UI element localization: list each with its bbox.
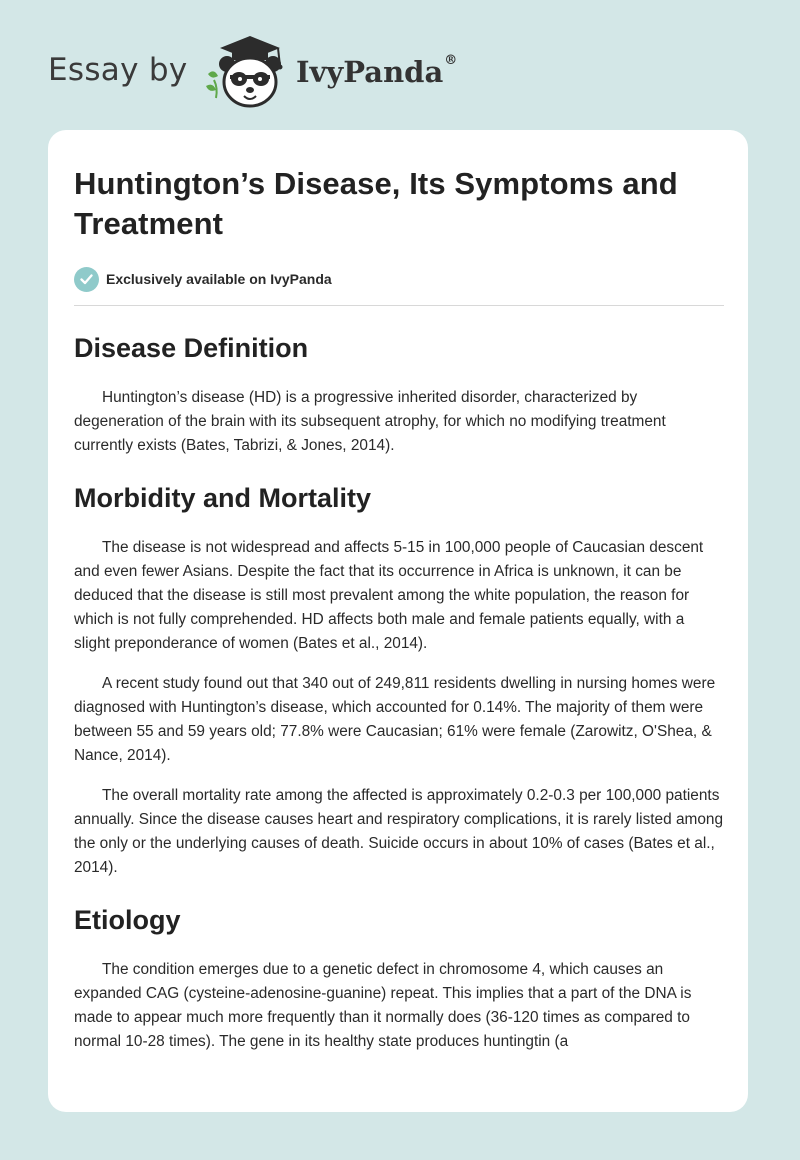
exclusive-label: Exclusively available on IvyPanda xyxy=(106,271,332,287)
check-circle-icon xyxy=(74,267,99,292)
article-content xyxy=(74,164,724,1054)
paragraph: The condition emerges due to a genetic defect in chromosome 4, which causes an expanded CAG (cysteine-adenosine-guanine) repeat. This implies that a part of the DNA is made to appear much more frequently than it normally does (36-120 times as compared to normal 10-28 times). The gene in its healthy state produces huntingtin (a xyxy=(74,961,692,1050)
exclusive-badge xyxy=(74,266,724,292)
section-heading-disease-definition: Disease Definition xyxy=(74,333,309,363)
article-card xyxy=(48,130,748,1112)
registered-mark: ® xyxy=(444,53,458,68)
paragraph: The overall mortality rate among the affected is approximately 0.2-0.3 per 100,000 patients annually. Since the disease causes heart and respiratory complications, it is rarely listed among the only or the underlying causes of death. Suicide occurs in about 10% of cases (Bates et al., 2014). xyxy=(74,787,724,876)
paragraph: Huntington’s disease (HD) is a progressive inherited disorder, characterized by degeneration of the brain with its subsequent atrophy, for which no modifying treatment currently exists (Bates, Tabrizi, & Jones, 2014). xyxy=(74,389,666,454)
site-header xyxy=(0,0,800,128)
section-heading-etiology: Etiology xyxy=(74,905,181,935)
article-title: Huntington’s Disease, Its Symptoms and Treatment xyxy=(74,166,678,241)
paragraph: The disease is not widespread and affects 5-15 in 100,000 people of Caucasian descent and even fewer Asians. Despite the fact that its occurrence in Africa is unknown, it can be deduced that the disease is still most prevalent among the white population, the reason for which is not fully comprehended. HD affects both male and female patients equally, with a slight preponderance of women (Bates et al., 2014). xyxy=(74,539,704,652)
section-heading-morbidity-mortality: Morbidity and Mortality xyxy=(74,483,371,513)
brand-text: IvyPanda xyxy=(296,55,444,89)
paragraph: A recent study found out that 340 out of 249,811 residents dwelling in nursing homes were diagnosed with Huntington’s disease, which accounted for 0.14%. The majority of them were between 55 and 59 years old; 77.8% were Caucasian; 61% were female (Zarowitz, O'Shea, & Nance, 2014). xyxy=(74,675,716,764)
divider xyxy=(74,305,724,306)
essay-by-label: Essay by xyxy=(48,52,188,88)
ivypanda-brand-name[interactable] xyxy=(296,55,457,89)
ivypanda-logo-icon[interactable] xyxy=(200,34,300,110)
